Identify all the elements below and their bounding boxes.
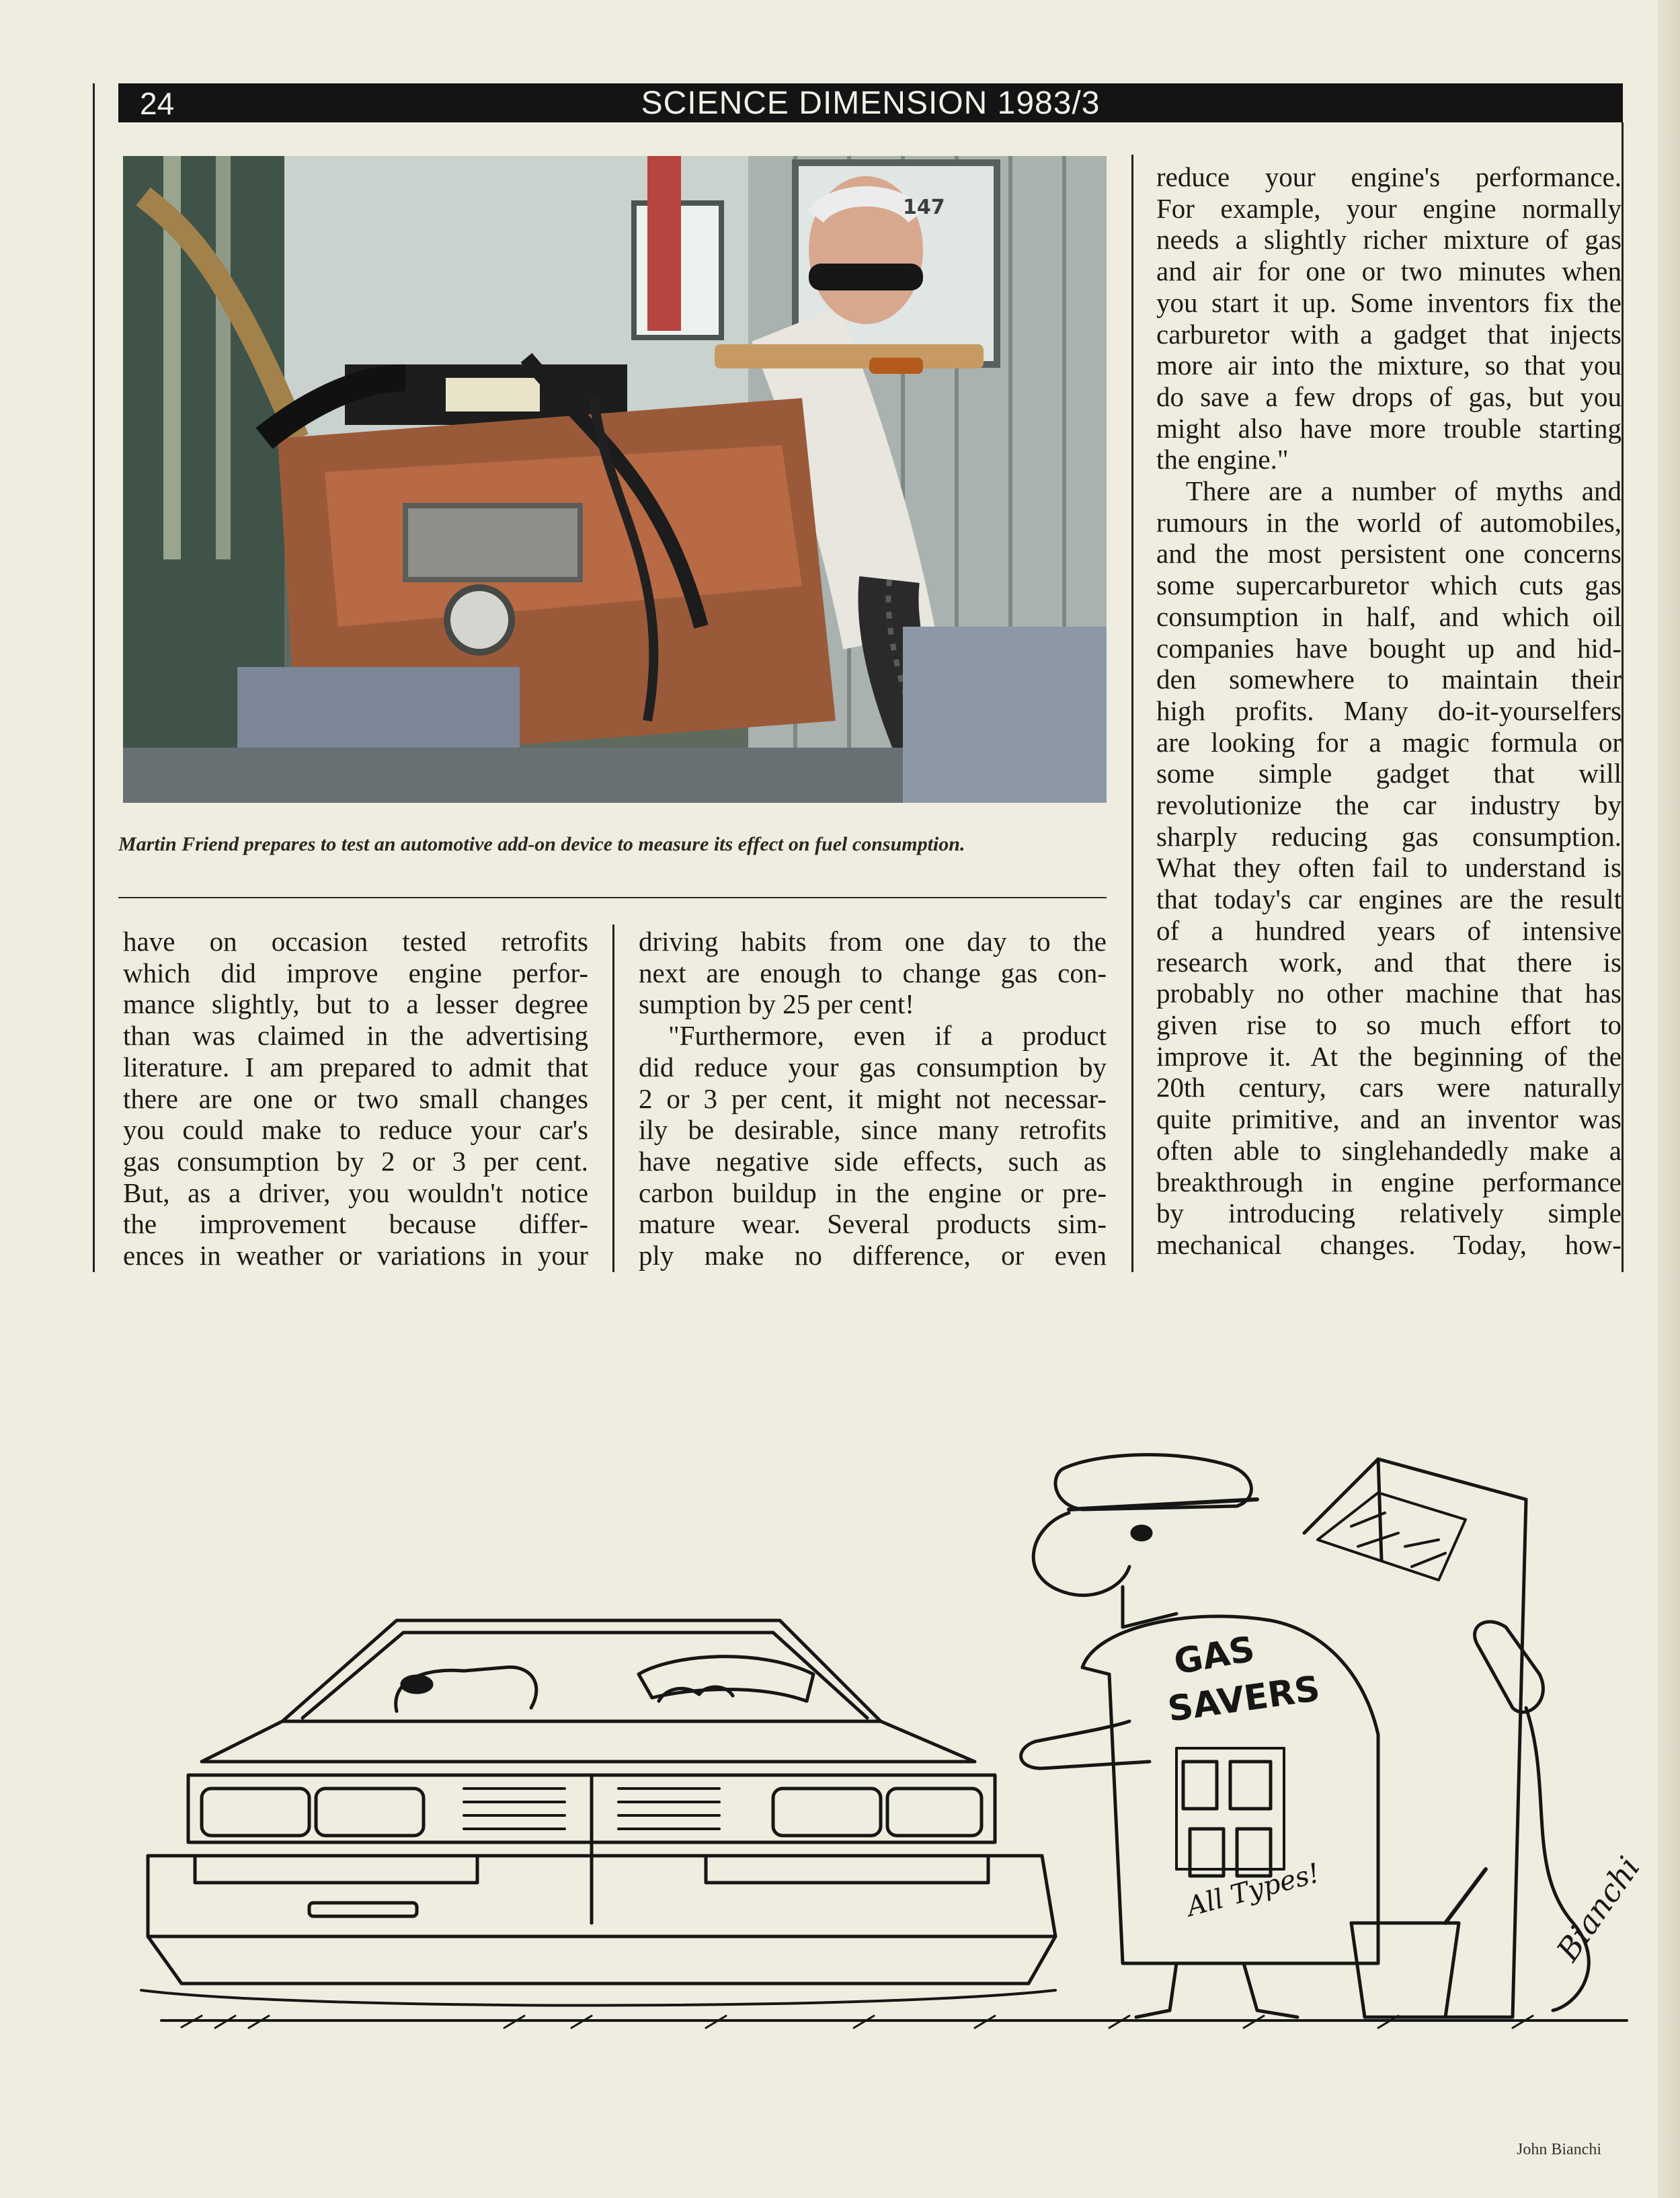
text-line: mature wear. Several products sim- <box>639 1208 1107 1240</box>
text-line: reduce your engine's performance. <box>1156 161 1622 192</box>
text-line: next are enough to change gas con- <box>639 957 1107 988</box>
article-column-1 <box>123 926 588 1271</box>
text-line: more air into the mixture, so that you <box>1156 350 1622 381</box>
text-line: than was claimed in the advertising <box>123 1020 588 1052</box>
car-drawing <box>141 1620 1055 2006</box>
text-line: high profits. Many do-it-yourselfers <box>1156 695 1622 726</box>
text-line: the improvement because differ- <box>123 1208 588 1240</box>
text-line: sumption by 25 per cent! <box>639 988 914 1020</box>
text-line: driving habits from one day to the <box>639 926 1107 957</box>
text-line: there are one or two small changes <box>123 1083 588 1114</box>
gas-pump-drawing <box>1304 1459 1589 2017</box>
text-line: improve it. At the beginning of the <box>1156 1040 1622 1072</box>
artist-signature: Bianchi <box>1549 1850 1647 1968</box>
text-line: mance slightly, but to a lesser degree <box>123 988 588 1020</box>
text-line: 2 or 3 per cent, it might not necessar- <box>639 1083 1107 1114</box>
publication-title: SCIENCE DIMENSION 1983/3 <box>641 85 1101 121</box>
text-line: given rise to so much effort to <box>1156 1009 1622 1040</box>
caption-rule <box>118 897 1107 898</box>
text-line: do save a few drops of gas, but you <box>1156 381 1622 412</box>
running-header <box>118 83 1623 122</box>
illustration-credit: John Bianchi <box>1517 2141 1601 2158</box>
page-number: 24 <box>140 86 175 121</box>
text-line: often able to singlehandedly make a <box>1156 1134 1622 1166</box>
text-line: carburetor with a gadget that injects <box>1156 318 1622 350</box>
lab-photo <box>123 156 1107 803</box>
text-line: the engine." <box>1156 444 1289 475</box>
text-line: have negative side effects, such as <box>639 1145 1107 1177</box>
text-line: den somewhere to maintain their <box>1156 664 1622 695</box>
salesman-drawing <box>1021 1455 1378 2017</box>
coat-text-all-types: All Types! <box>1183 1857 1324 1923</box>
article-column-3 <box>1156 161 1622 1261</box>
text-line: quite primitive, and an inventor was <box>1156 1103 1622 1135</box>
right-margin-rule <box>1622 122 1624 1272</box>
text-line: ply make no difference, or even <box>639 1240 1107 1271</box>
text-line: gas consumption by 2 or 3 per cent. <box>123 1145 588 1177</box>
photo-caption: Martin Friend prepares to test an automotive add-on device to measure its effect on fuel consumption. <box>118 833 965 855</box>
column-rule-2 <box>612 925 614 1272</box>
text-line: research work, and that there is <box>1156 946 1622 978</box>
text-line: There are a number of myths and <box>1186 475 1622 507</box>
text-line: some supercarburetor which cuts gas <box>1156 570 1622 601</box>
text-line: But, as a driver, you wouldn't notice <box>123 1177 588 1208</box>
coat-text-gas: GAS <box>1170 1628 1258 1683</box>
wall-label: 147 <box>903 196 945 219</box>
text-line: you start it up. Some inventors fix the <box>1156 286 1622 318</box>
article-column-2 <box>639 926 1107 1271</box>
column-rule-3 <box>1131 155 1133 1272</box>
text-line: rumours in the world of automobiles, <box>1156 506 1622 538</box>
text-line: and air for one or two minutes when <box>1156 256 1622 287</box>
text-line: What they often fail to understand is <box>1156 852 1622 884</box>
text-line: 20th century, cars were naturally <box>1156 1072 1622 1103</box>
text-line: that today's car engines are the result <box>1156 884 1622 915</box>
text-line: you could make to reduce your car's <box>123 1114 588 1146</box>
text-line: companies have bought up and hid- <box>1156 632 1622 664</box>
text-line: did reduce your gas consumption by <box>639 1051 1107 1083</box>
cartoon-illustration <box>101 1452 1661 2044</box>
left-margin-rule <box>93 83 95 1272</box>
text-line: "Furthermore, even if a product <box>668 1020 1107 1052</box>
text-line: carbon buildup in the engine or pre- <box>639 1177 1107 1208</box>
text-line: mechanical changes. Today, how- <box>1156 1228 1622 1260</box>
text-line: sharply reducing gas consumption. <box>1156 820 1622 852</box>
text-line: literature. I am prepared to admit that <box>123 1051 588 1083</box>
text-line: which did improve engine perfor- <box>123 957 588 988</box>
text-line: have on occasion tested retrofits <box>123 926 588 957</box>
text-line: revolutionize the car industry by <box>1156 789 1622 821</box>
text-line: probably no other machine that has <box>1156 978 1622 1009</box>
text-line: needs a slightly richer mixture of gas <box>1156 224 1622 256</box>
text-line: by introducing relatively simple <box>1156 1198 1622 1229</box>
text-line: ily be desirable, since many retrofits <box>639 1114 1107 1146</box>
text-line: and the most persistent one concerns <box>1156 538 1622 570</box>
text-line: For example, your engine normally <box>1156 192 1622 224</box>
text-line: of a hundred years of intensive <box>1156 914 1622 946</box>
text-line: ences in weather or variations in your <box>123 1240 588 1271</box>
page-edge <box>1658 0 1680 2198</box>
text-line: some simple gadget that will <box>1156 758 1622 789</box>
text-line: breakthrough in engine performance <box>1156 1166 1622 1198</box>
text-line: are looking for a magic formula or <box>1156 726 1622 758</box>
coat-text-savers: SAVERS <box>1165 1668 1323 1730</box>
text-line: consumption in half, and which oil <box>1156 600 1622 632</box>
text-line: might also have more trouble starting <box>1156 412 1622 444</box>
